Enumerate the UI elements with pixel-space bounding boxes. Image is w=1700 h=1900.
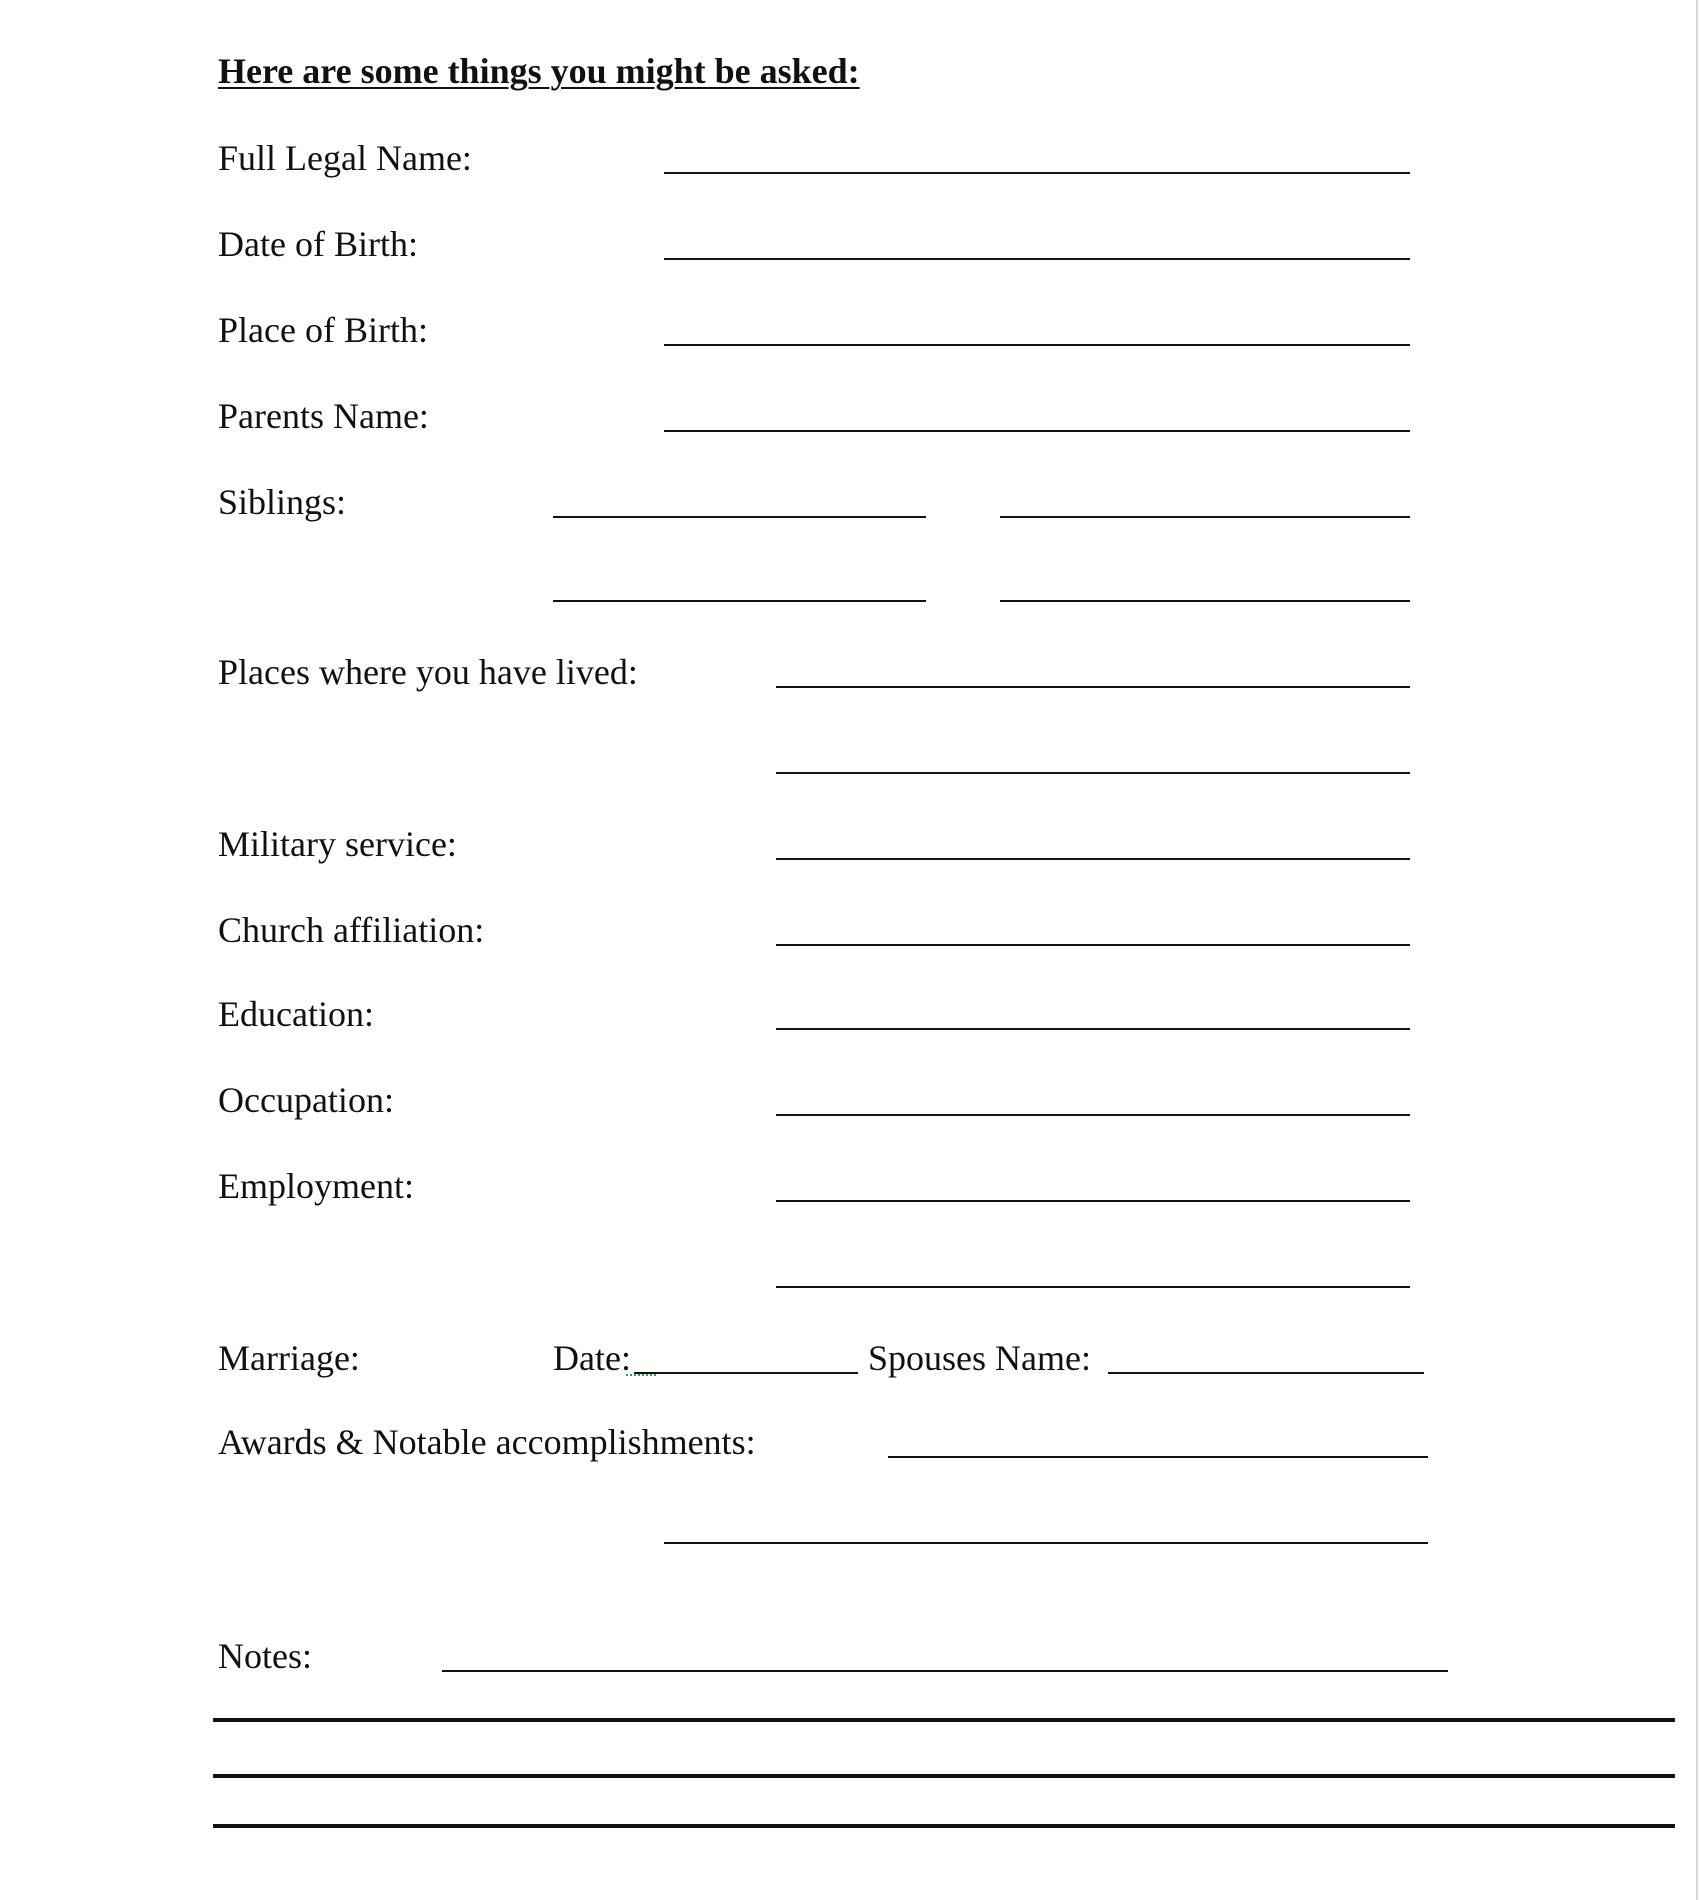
place-of-birth-line[interactable] [664,344,1410,346]
employment-label: Employment: [218,1166,414,1206]
spouses-name-label: Spouses Name: [868,1338,1091,1378]
marriage-date-label: Date: [553,1338,631,1378]
church-affiliation-line[interactable] [776,944,1410,946]
spouses-name-line[interactable] [1108,1372,1424,1374]
occupation-label: Occupation: [218,1080,394,1120]
places-lived-label: Places where you have lived: [218,652,638,692]
sibling-line-4[interactable] [1000,600,1410,602]
full-legal-name-line[interactable] [664,172,1410,174]
awards-label: Awards & Notable accomplishments: [218,1422,756,1462]
spellcheck-squiggle [626,1374,656,1376]
places-lived-line-1[interactable] [776,686,1410,688]
notes-line-1[interactable] [442,1670,1448,1672]
parents-name-label: Parents Name: [218,396,429,436]
full-legal-name-label: Full Legal Name: [218,138,472,178]
siblings-label: Siblings: [218,482,347,522]
form-heading: Here are some things you might be asked: [218,51,860,91]
date-of-birth-label: Date of Birth: [218,224,418,264]
occupation-line[interactable] [776,1114,1410,1116]
date-of-birth-line[interactable] [664,258,1410,260]
parents-name-line[interactable] [664,430,1410,432]
page-edge [1696,0,1698,1900]
military-service-label: Military service: [218,824,457,864]
employment-line-1[interactable] [776,1200,1410,1202]
church-affiliation-label: Church affiliation: [218,910,485,950]
education-line[interactable] [776,1028,1410,1030]
marriage-label: Marriage: [218,1338,360,1378]
employment-line-2[interactable] [776,1286,1410,1288]
notes-line-2[interactable] [213,1718,1675,1722]
notes-line-3[interactable] [213,1774,1675,1778]
notes-line-4[interactable] [213,1824,1675,1828]
education-label: Education: [218,994,374,1034]
marriage-date-line[interactable] [634,1372,858,1374]
awards-line-2[interactable] [664,1542,1428,1544]
awards-line-1[interactable] [888,1456,1428,1458]
sibling-line-1[interactable] [553,516,926,518]
notes-label: Notes: [218,1636,312,1676]
place-of-birth-label: Place of Birth: [218,310,428,350]
places-lived-line-2[interactable] [776,772,1410,774]
sibling-line-3[interactable] [553,600,926,602]
sibling-line-2[interactable] [1000,516,1410,518]
military-service-line[interactable] [776,858,1410,860]
